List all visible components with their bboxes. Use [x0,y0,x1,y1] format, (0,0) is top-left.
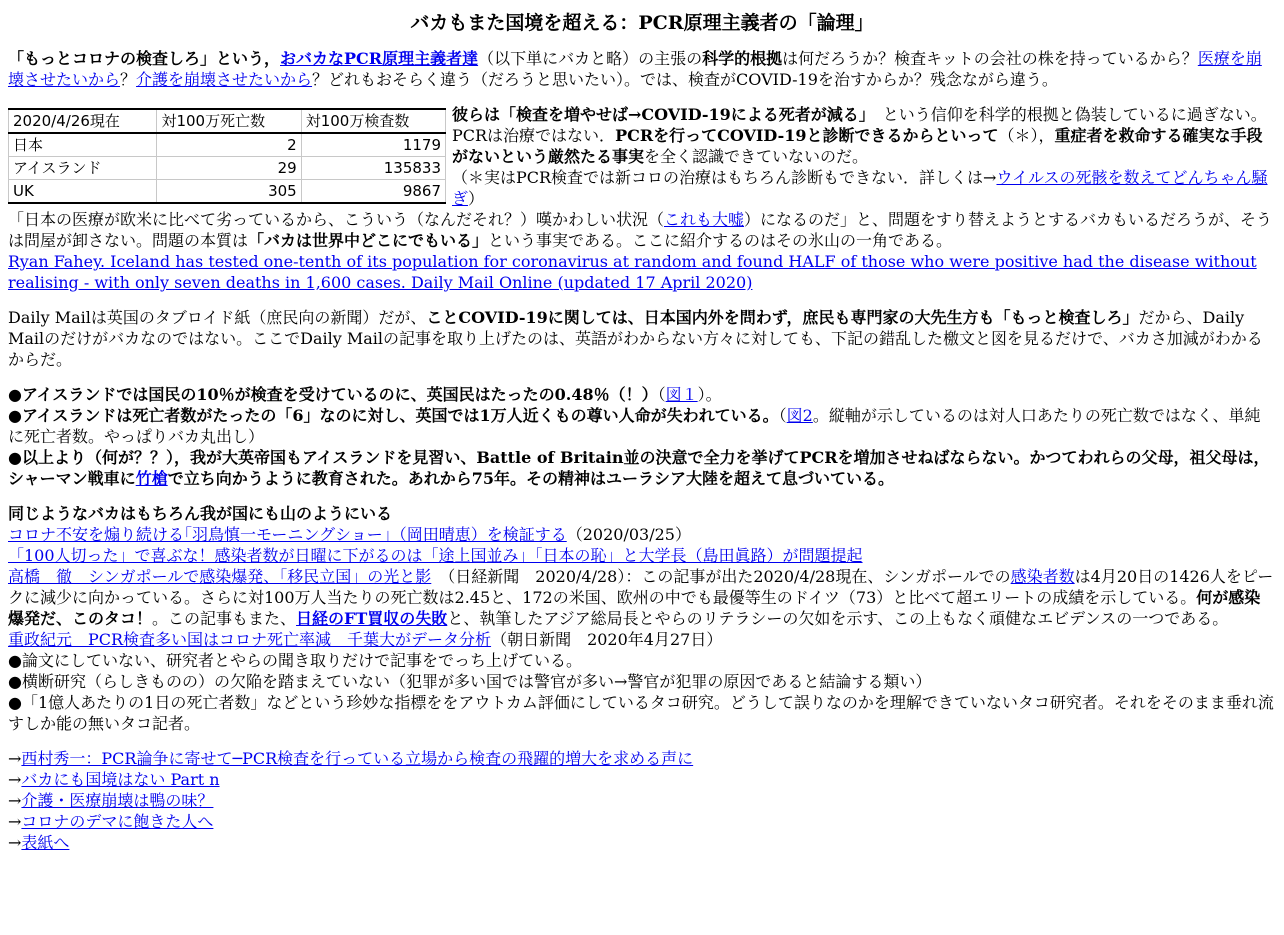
table-row [9,133,446,157]
table-row [9,157,446,180]
stats-section [8,104,1276,293]
stats-header-row [9,109,446,133]
stats-figure [8,108,446,204]
care-collapse-link[interactable]: 介護を崩壊させたいから [136,70,313,89]
note-paragraph: （＊実はPCR検査では新コロの治療はもちろん診断もできない．詳しくは→ウイルスの死骸を数えてどんちゃん騒ぎ） [452,168,1268,208]
daily-mail-article [8,251,1276,293]
critique-item: ●横断研究（らしきものの）の欠陥を踏まえていない（犯罪が多い国では警官が多い→警官が犯罪の原因であると結論する類い） [8,672,932,691]
stats-header-date: 2020/4/26現在 [9,109,157,133]
list-item: コロナ不安を煽り続ける｢羽鳥慎一モーニングショー｣（岡田晴恵）を検証する（2020/03/25） [8,525,691,544]
list-item: 重政紀元 PCR検査多い国はコロナ死亡率減 千葉大がデータ分析（朝日新聞 2020年4月27日） [8,630,723,649]
page-title: バカもまた国境を超える：PCR原理主義者の「論理」 [410,12,874,34]
nav-item [8,811,1276,832]
list-item [8,545,1276,566]
figure-2-link[interactable]: 図2 [786,406,813,425]
arrow-icon: → [8,812,22,831]
figure-1-link[interactable]: 図１ [665,385,698,404]
tests-cell: 135833 [301,157,445,180]
big-lie-link[interactable]: これも大嘘 [664,210,745,229]
country-cell: アイスランド [9,157,157,180]
bullet-item: ●アイスランドは死亡者数がたったの「6」なのに対し、英国では1万人近くもの尊い人命が失われている。（図2。縦軸が示しているのは対人口あたりの死亡数ではなく、単純に死亡者数。やっぱりバカ丸出し） [8,406,1261,446]
stats-table [8,108,446,204]
nav-links [8,748,1276,853]
arrow-icon: → [8,770,22,789]
university-president-link[interactable]: 「100人切った」で喜ぶな！感染者数が日曜に下がるのは「途上国並み」「日本の恥」と大学長（島田眞路）が問題提起 [8,546,863,565]
tests-cell: 9867 [301,180,445,204]
no-borders-link[interactable]: バカにも国境はない Part n [21,770,220,789]
nishimura-link[interactable]: 西村秀一：PCR論争に寄せて─PCR検査を行っている立場から検査の飛躍的増大を求める声に [21,749,694,768]
stats-header-deaths: 対100万死亡数 [157,109,301,133]
deaths-cell: 305 [157,180,301,204]
nav-item [8,790,1276,811]
deaths-cell: 29 [157,157,301,180]
cover-page-link[interactable]: 表紙へ [21,833,70,852]
daily-mail-paragraph: Daily Mailは英国のタブロイド紙（庶民向の新聞）だが、ことCOVID-19に関しては、日本国内外を問わず，庶民も専門家の大先生方も「もっと検査しろ」だから、Daily Mailのだけがバカなのではない。ここでDaily Mailの記事を取り上げたのは、英語がわからない方々に対しても、下記の錯乱した檄文と図を見るだけで、バカさ加減がわかるからだ。 [8,308,1263,369]
asahi-article-link[interactable]: 重政紀元 PCR検査多い国はコロナ死亡率減 千葉大がデータ分析 [8,630,492,649]
arrow-icon: → [8,749,22,768]
table-row [9,180,446,204]
corona-demagogy-link[interactable]: コロナのデマに飽きた人へ [21,812,214,831]
bamboo-spear-link[interactable]: 竹槍 [135,469,168,488]
infection-count-link[interactable]: 感染者数 [1010,567,1075,586]
bullet-item: ●アイスランドでは国民の10％が検査を受けているのに、英国民はたったの0.48％（！）（図１）。 [8,385,722,404]
country-cell: UK [9,180,157,204]
deaths-cell: 2 [157,133,301,157]
list-item: 高橋 徹 シンガポールで感染爆発、「移民立国」の光と影 （日経新聞 2020/4/28）：この記事が出た2020/4/28現在、シンガポールでの感染者数は4月20日の1426人をピークに減少に向かっている。さらに対100万人当たりの死亡数は2.45と、172の米国、欧州の中でも最優等生のドイツ（73）と比べて超エリートの成績を示している。何が感染爆発だ、このタコ！。この記事もまた、日経のFT買収の失敗と、執筆したアジア総局長とやらのリテラシーの欠如を示す、この上もなく頑健なエビデンスの一つである。 [8,567,1274,628]
bullet-list [8,384,1276,489]
japan-section [8,503,1276,734]
nav-item [8,832,1276,853]
nikkei-ft-link[interactable]: 日経のFT買収の失敗 [296,609,448,628]
critique-item: ●「1億人あたりの1日の死亡者数」などという珍妙な指標ををアウトカム評価にしているタコ研究。どうして誤りなのかを理解できていないタコ研究者。それをそのまま垂れ流すしか能の無いタコ記者。 [8,693,1274,733]
morning-show-link[interactable]: コロナ不安を煽り続ける｢羽鳥慎一モーニングショー｣（岡田晴恵）を検証する [8,525,567,544]
arrow-icon: → [8,791,22,810]
nav-item [8,769,1276,790]
pcr-fundamentalists-link[interactable]: おバカなPCR原理主義者達 [280,49,479,68]
daily-mail-article-link[interactable]: Ryan Fahey. Iceland has tested one-tenth of its population for coronavirus at random and found HALF of those who were positive had the disease without realising - with only seven deaths in 1,600 cases. Daily Mail Online (updated 17 April 2020) [8,252,1257,292]
virus-corpse-link[interactable]: ウイルスの死骸を数えてどんちゃん騒ぎ [452,168,1268,208]
belief-paragraph: 彼らは「検査を増やせば→COVID-19による死者が減る」 という信仰を科学的根拠と偽装しているに過ぎない。PCRは治療ではない．PCRを行ってCOVID-19と診断できるからといって（＊），重症者を救命する確実な手段がないという厳然たる事実を全く認識できていないのだ。 [452,105,1267,166]
medical-collapse-link[interactable]: 医療を崩壊させたいから [8,49,1262,89]
nav-item [8,748,1276,769]
country-cell: 日本 [9,133,157,157]
arrow-icon: → [8,833,22,852]
intro-bold-quote: 「もっとコロナの検査しろ」という， [8,49,281,68]
bullet-item: ●以上より（何が？？），我が大英帝国もアイスランドを見習い、Battle of Britain並の決意で全力を挙げてPCRを増加させねばならない。かつてわれらの父母，祖父母は，シャーマン戦車に竹槍で立ち向かうように教育された。あれから75年。その精神はユーラシア大陸を超えて息づいている。 [8,448,1270,488]
tests-cell: 1179 [301,133,445,157]
critique-item: ●論文にしていない、研究者とやらの聞き取りだけで記事をでっち上げている。 [8,651,582,670]
intro-paragraph: 「もっとコロナの検査しろ」という，おバカなPCR原理主義者達（以下単にバカと略）の主張の科学的根拠は何だろうか？検査キットの会社の株を持っているから？医療を崩壊させたいから？介護を崩壊させたいから？どれもおそらく違う（だろうと思いたい）。では、検査がCOVID-19を治すからか？残念ながら違う。 [8,49,1262,89]
scientific-basis-text: 科学的根拠 [702,49,783,68]
stats-header-tests: 対100万検査数 [301,109,445,133]
singapore-article-link[interactable]: 高橋 徹 シンガポールで感染爆発、「移民立国」の光と影 [8,567,432,586]
japan-heading: 同じようなバカはもちろん我が国にも山のようにいる [8,504,393,523]
care-collapse-duck-link[interactable]: 介護・医療崩壊は鴨の味？ [21,791,214,810]
japan-medical-paragraph: 「日本の医療が欧米に比べて劣っているから、こういう（なんだそれ？）嘆かわしい状況（これも大嘘）になるのだ」と、問題をすり替えようとするバカもいるだろうが、そうは問屋が卸さない。問題の本質は「バカは世界中どこにでもいる」という事実である。ここに紹介するのはその氷山の一角である。 [8,210,1273,250]
